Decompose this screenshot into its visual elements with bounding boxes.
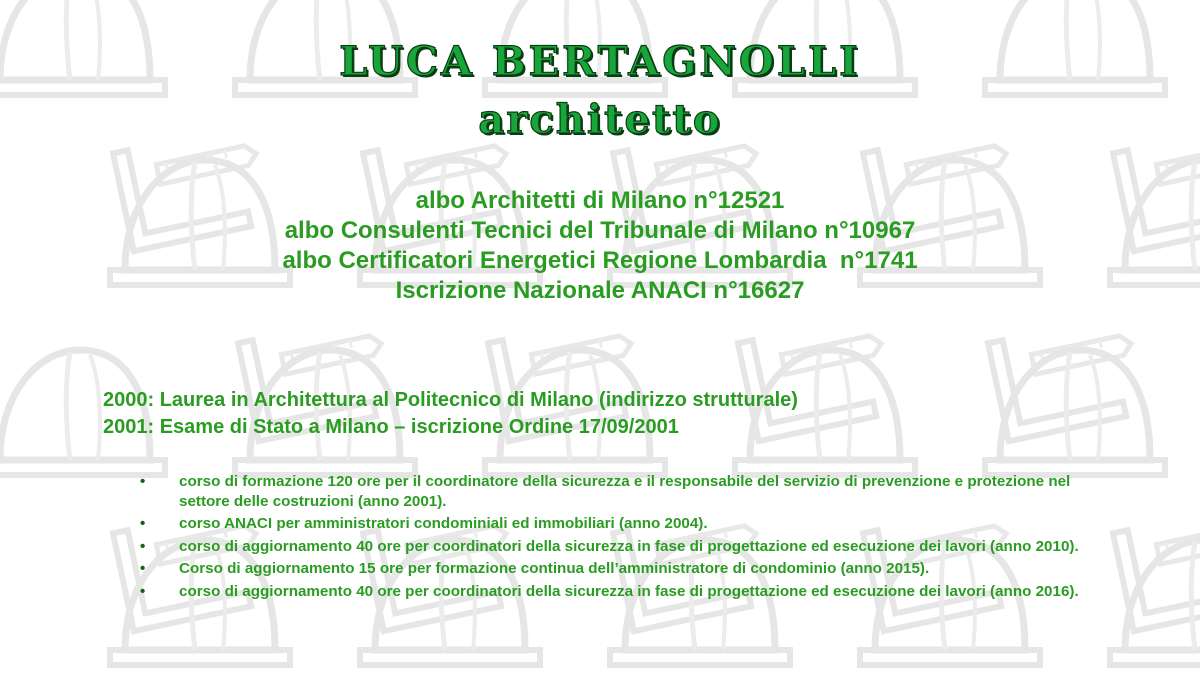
course-text: Corso di aggiornamento 15 ore per formazione continua dell’amministratore di condominio (anno 2015). xyxy=(179,560,930,577)
list-item xyxy=(140,537,1100,557)
bullet-icon: • xyxy=(140,582,146,600)
course-text: corso ANACI per amministratori condominiali ed immobiliari (anno 2004). xyxy=(179,515,708,532)
bullet-icon: • xyxy=(140,515,146,532)
list-item xyxy=(140,582,1100,602)
course-text: corso di formazione 120 ore per il coordinatore della sicurezza e il responsabile del servizio di prevenzione e protezione nel settore delle costruzioni (anno 2001). xyxy=(179,473,1071,510)
registration-line: albo Consulenti Tecnici del Tribunale di Milano n°10967 xyxy=(284,217,916,244)
bullet-icon: • xyxy=(140,537,146,555)
list-item xyxy=(140,514,1100,534)
bullet-icon: • xyxy=(140,473,146,490)
education-line: 2000: Laurea in Architettura al Politecnico di Milano (indirizzo strutturale) xyxy=(103,389,798,411)
list-item xyxy=(140,559,1100,579)
courses-list xyxy=(140,472,1100,604)
registrations-block xyxy=(0,186,1200,306)
course-text: corso di aggiornamento 40 ore per coordinatori della sicurezza in fase di progettazione ed esecuzione dei lavori (anno 2010). xyxy=(179,537,1079,555)
bullet-icon: • xyxy=(140,560,146,577)
page-subtitle-role: architetto xyxy=(478,96,722,143)
page-title-name: LUCA BERTAGNOLLI xyxy=(339,38,861,85)
education-line: 2001: Esame di Stato a Milano – iscrizione Ordine 17/09/2001 xyxy=(103,416,679,438)
registration-line: albo Certificatori Energetici Regione Lombardia n°1741 xyxy=(282,247,918,274)
course-text: corso di aggiornamento 40 ore per coordinatori della sicurezza in fase di progettazione ed esecuzione dei lavori (anno 2016). xyxy=(179,582,1079,600)
registration-line: albo Architetti di Milano n°12521 xyxy=(415,187,785,214)
education-block xyxy=(103,387,798,441)
registration-line: Iscrizione Nazionale ANACI n°16627 xyxy=(395,277,805,304)
list-item xyxy=(140,472,1100,511)
